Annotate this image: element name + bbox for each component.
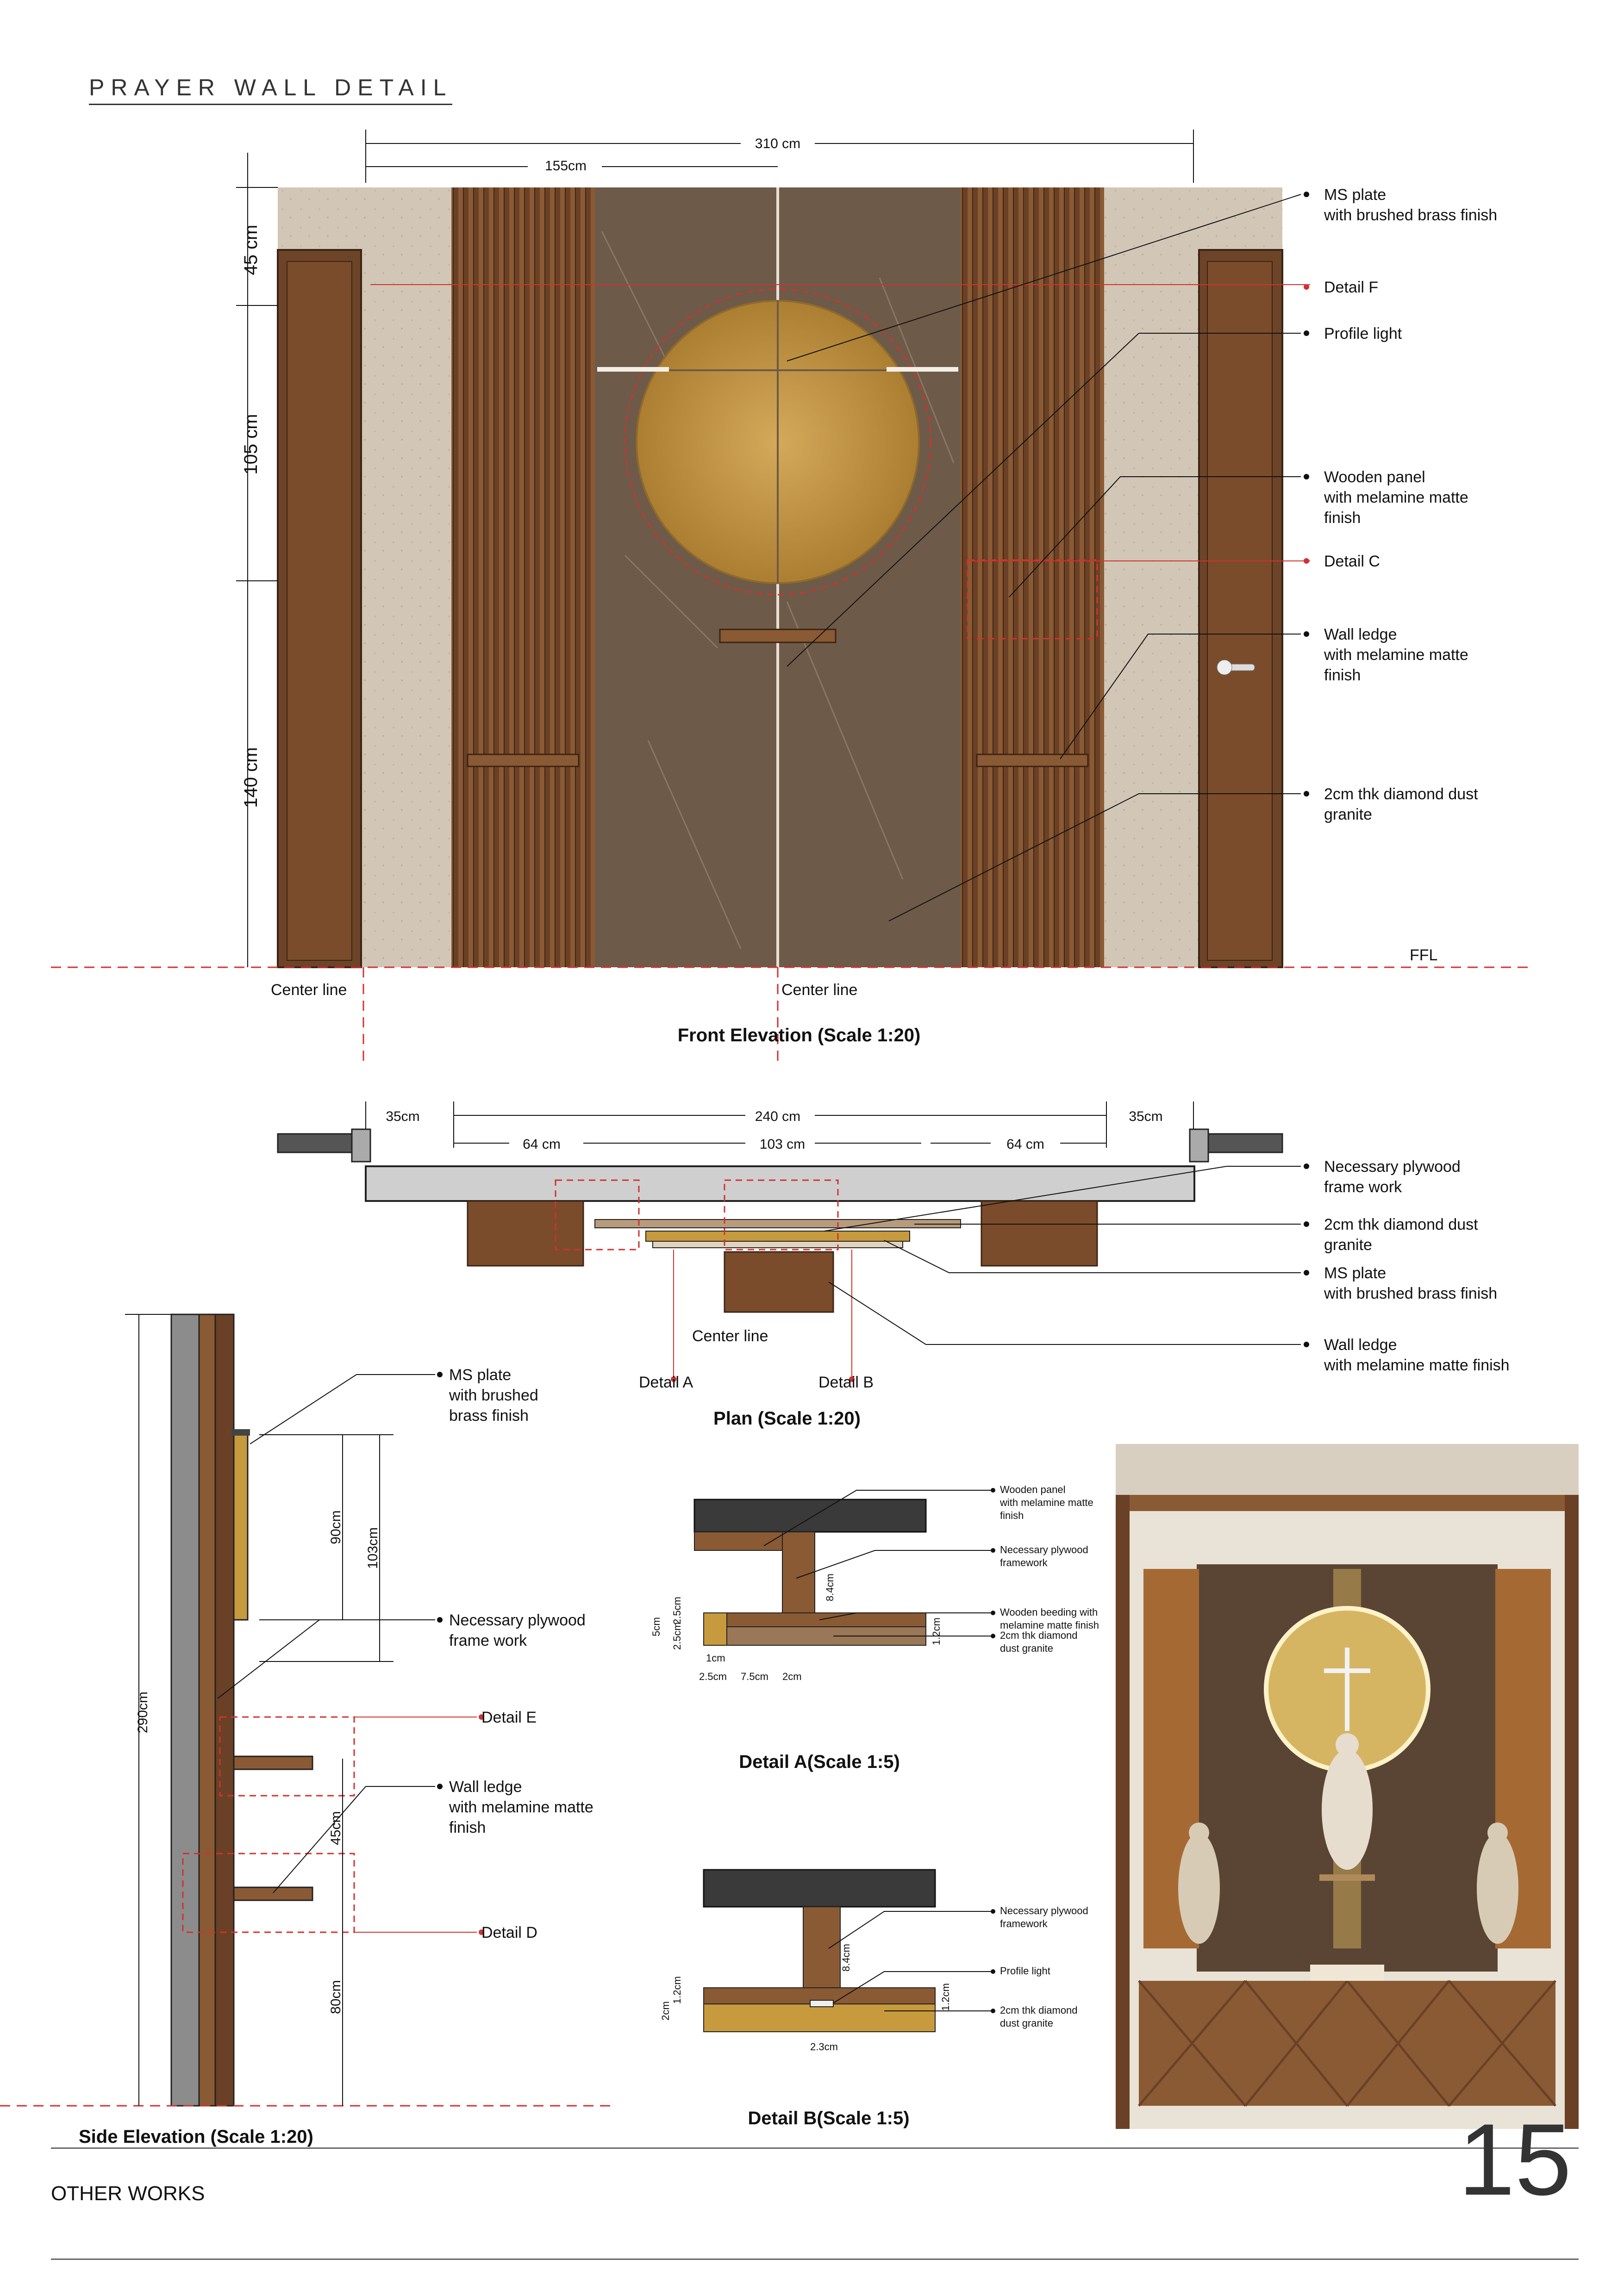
plan-wall-slab [366,1166,1194,1201]
svg-text:Wooden beeding with: Wooden beeding with [1000,1606,1098,1618]
detail-b-dim-1: 8.4cm [840,1944,852,1972]
svg-text:frame work: frame work [449,1632,527,1649]
detail-a-drawing [625,1458,1111,1773]
footer-rule-top [51,2147,1579,2149]
detail-b-dim-5: 2.3cm [810,2041,838,2053]
ffl-label: FFL [1410,946,1438,964]
page-number: 15 [1458,2103,1572,2216]
svg-text:with brushed brass finish: with brushed brass finish [1324,1285,1498,1302]
svg-text:dust granite: dust granite [1000,1643,1053,1654]
detail-b-callout-profile-light: Profile light [1000,1965,1050,1977]
svg-text:2cm thk diamond: 2cm thk diamond [1000,2004,1078,2016]
svg-text:2cm thk diamond: 2cm thk diamond [1000,1630,1078,1641]
side-dim-ledge-height: 80cm [328,1980,344,2014]
dim-overall-width: 310 cm [755,136,801,151]
detail-b-dim-4: 1.2cm [940,1983,951,2011]
side-callout-detail-d: Detail D [481,1924,537,1941]
detail-b-drawing [625,1828,1111,2143]
detail-b-callout-plywood [1000,1905,1088,1929]
svg-text:Wooden panel: Wooden panel [1000,1484,1066,1495]
side-brass-plate [234,1435,248,1620]
footer-section-label: OTHER WORKS [51,2182,205,2205]
svg-text:Necessary plywood: Necessary plywood [1324,1158,1461,1176]
plan-callout-granite [1324,1216,1478,1254]
svg-text:dust granite: dust granite [1000,2017,1053,2029]
detail-a-dim-3: 2.5cm [671,1622,683,1650]
dim-h-bottom: 140 cm [241,747,261,808]
front-elevation-caption: Front Elevation (Scale 1:20) [677,1025,921,1045]
side-elevation-caption: Side Elevation (Scale 1:20) [79,2127,313,2147]
detail-a-dim-6: 1cm [706,1652,725,1664]
center-line-label-mid: Center line [781,981,858,999]
plan-detail-a-label: Detail A [639,1374,693,1391]
plan-dim-right-panel: 64 cm [1006,1137,1044,1152]
svg-text:Necessary plywood: Necessary plywood [449,1612,586,1629]
svg-text:with melamine matte finish: with melamine matte finish [1324,1356,1510,1374]
plan-center-line-label: Center line [692,1327,768,1345]
detail-a-dim-8: 7.5cm [741,1671,768,1682]
plan-callout-ms-plate [1324,1264,1497,1302]
footer-rule-bottom [51,2259,1579,2260]
plan-caption: Plan (Scale 1:20) [713,1408,861,1429]
callout-granite [1324,785,1478,823]
side-callout-plywood [449,1612,586,1649]
side-callout-wall-ledge [449,1778,593,1836]
callout-profile-light: Profile light [1324,325,1402,342]
detail-a-callout-beeding [1000,1606,1099,1631]
svg-text:2cm thk diamond dust: 2cm thk diamond dust [1324,785,1478,803]
page-title: PRAYER WALL DETAIL [89,74,452,105]
render-image [1116,1444,1579,2129]
detail-b-dim-2: 1.2cm [671,1976,683,2004]
left-fluted-wood-panel [451,187,595,967]
detail-a-dim-2: 2.5cm [671,1597,683,1624]
dim-h-mid: 105 cm [241,414,261,475]
callout-ms-plate [1324,186,1497,224]
svg-text:MS plate: MS plate [1324,186,1387,204]
side-callout-ms-plate [449,1366,538,1425]
detail-a-dim-1: 8.4cm [824,1574,836,1601]
callout-wall-ledge [1324,626,1468,684]
svg-text:Wall ledge: Wall ledge [1324,626,1397,643]
callout-wooden-panel [1324,468,1468,527]
svg-text:framework: framework [1000,1557,1048,1568]
plan-dim-overall: 240 cm [755,1109,801,1124]
side-dim-plate-h1: 90cm [328,1510,344,1544]
svg-text:finish: finish [449,1819,486,1836]
svg-text:finish: finish [1000,1510,1024,1521]
plan-callout-wall-ledge [1324,1336,1510,1374]
detail-a-dim-5: 1.2cm [931,1618,942,1645]
center-line-label-left: Center line [271,981,347,999]
front-elevation-drawing [0,0,1624,1064]
svg-text:Wooden panel: Wooden panel [1324,468,1425,486]
detail-b-callout-granite [1000,2004,1078,2029]
plan-detail-b-label: Detail B [818,1374,874,1391]
side-elevation-drawing [0,1296,648,2152]
side-dim-ledge-gap: 45cm [328,1811,344,1845]
plan-dim-left-return: 35cm [386,1109,420,1124]
svg-text:with melamine matte: with melamine matte [449,1798,593,1816]
svg-text:melamine matte finish: melamine matte finish [1000,1619,1099,1631]
svg-text:with brushed brass finish: with brushed brass finish [1324,206,1498,224]
side-callout-detail-e: Detail E [481,1709,537,1726]
svg-text:with melamine matte: with melamine matte [1000,1497,1093,1508]
svg-text:with brushed: with brushed [449,1387,538,1404]
plan-dim-center-panel: 103 cm [759,1137,806,1152]
svg-text:granite: granite [1324,1236,1372,1254]
detail-a-dim-9: 2cm [782,1671,802,1682]
callout-detail-f: Detail F [1324,279,1379,296]
svg-text:MS plate: MS plate [1324,1264,1387,1282]
dim-h-top: 45 cm [241,224,261,275]
svg-text:granite: granite [1324,806,1372,823]
side-dim-plate-h2: 103cm [365,1527,381,1569]
dim-half-width: 155cm [544,158,587,174]
right-fluted-wood-panel [961,187,1104,967]
plan-dim-left-panel: 64 cm [523,1137,561,1152]
svg-text:Necessary plywood: Necessary plywood [1000,1544,1088,1556]
svg-text:with melamine matte: with melamine matte [1324,646,1468,664]
detail-b-dim-3: 2cm [660,2001,671,2021]
detail-a-callout-wooden-panel [999,1484,1093,1521]
detail-a-caption: Detail A(Scale 1:5) [739,1752,900,1772]
svg-text:2cm thk diamond dust: 2cm thk diamond dust [1324,1216,1478,1233]
side-dim-overall: 290cm [135,1691,150,1734]
svg-text:with melamine matte: with melamine matte [1324,489,1468,506]
plan-dim-right-return: 35cm [1129,1109,1163,1124]
svg-text:Wall ledge: Wall ledge [1324,1336,1397,1354]
svg-text:framework: framework [1000,1918,1048,1929]
detail-a-dim-7: 2.5cm [699,1671,727,1682]
detail-a-callout-plywood [1000,1544,1088,1568]
svg-text:frame work: frame work [1324,1178,1402,1196]
detail-b-caption: Detail B(Scale 1:5) [748,2108,910,2128]
plan-callout-plywood [1324,1158,1461,1196]
svg-text:brass finish: brass finish [449,1407,529,1425]
detail-a-dim-4: 5cm [650,1617,662,1636]
svg-text:finish: finish [1324,509,1361,527]
svg-text:MS plate: MS plate [449,1366,512,1384]
detail-a-callout-granite [1000,1630,1078,1654]
svg-text:finish: finish [1324,666,1361,684]
svg-text:Necessary plywood: Necessary plywood [1000,1905,1088,1916]
callout-detail-c: Detail C [1324,553,1380,570]
svg-text:Wall ledge: Wall ledge [449,1778,522,1796]
